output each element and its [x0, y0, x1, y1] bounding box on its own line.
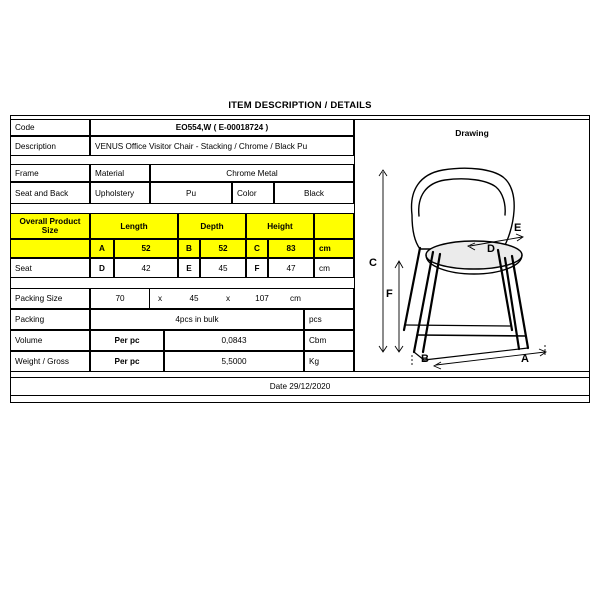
unit-packing-size: cm — [286, 288, 354, 309]
label-seat: Seat — [10, 258, 90, 278]
value-packing-height: 107 — [238, 288, 286, 309]
value-description: VENUS Office Visitor Chair - Stacking / Chrome / Black Pu — [90, 136, 354, 156]
value-color: Black — [274, 182, 354, 204]
value-packing-length: 70 — [90, 288, 150, 309]
value-weight: 5,5000 — [164, 351, 304, 372]
dim-label-b: B — [421, 353, 429, 365]
value-d: 42 — [114, 258, 178, 278]
label-code: Code — [10, 119, 90, 136]
unit-weight: Kg — [304, 351, 354, 372]
label-overall-size: Overall Product Size — [10, 213, 90, 239]
key-d: D — [90, 258, 114, 278]
label-color: Color — [232, 182, 274, 204]
label-packing-size: Packing Size — [10, 288, 90, 309]
header-height: Height — [246, 213, 314, 239]
unit-packing: pcs — [304, 309, 354, 330]
label-seat-and-back: Seat and Back — [10, 182, 90, 204]
label-packing: Packing — [10, 309, 90, 330]
dim-label-e: E — [514, 222, 522, 234]
value-e: 45 — [200, 258, 246, 278]
value-code: EO554,W ( E-00018724 ) — [90, 119, 354, 136]
packing-x2: x — [218, 288, 238, 309]
value-frame-material: Chrome Metal — [150, 164, 354, 182]
dim-label-a: A — [521, 353, 529, 365]
value-packing: 4pcs in bulk — [90, 309, 304, 330]
unit-volume: Cbm — [304, 330, 354, 351]
dim-label-d: D — [487, 243, 495, 255]
label-frame: Frame — [10, 164, 90, 182]
header-length: Length — [90, 213, 178, 239]
label-upholstery: Upholstery — [90, 182, 150, 204]
label-frame-material: Material — [90, 164, 150, 182]
key-a: A — [90, 239, 114, 258]
key-b: B — [178, 239, 200, 258]
value-packing-width: 45 — [170, 288, 218, 309]
label-description: Description — [10, 136, 90, 156]
value-volume: 0,0843 — [164, 330, 304, 351]
key-e: E — [178, 258, 200, 278]
unit-overall: cm — [314, 239, 354, 258]
dim-label-f: F — [386, 288, 393, 300]
drawing-header: Drawing — [455, 128, 489, 138]
value-upholstery: Pu — [150, 182, 232, 204]
label-volume: Volume — [10, 330, 90, 351]
dim-label-c: C — [369, 257, 377, 269]
unit-seat: cm — [314, 258, 354, 278]
date-row: Date 29/12/2020 — [10, 377, 590, 396]
packing-x1: x — [150, 288, 170, 309]
key-c: C — [246, 239, 268, 258]
value-c: 83 — [268, 239, 314, 258]
label-weight: Weight / Gross — [10, 351, 90, 372]
weight-per: Per pc — [90, 351, 164, 372]
value-b: 52 — [200, 239, 246, 258]
volume-per: Per pc — [90, 330, 164, 351]
value-a: 52 — [114, 239, 178, 258]
value-f: 47 — [268, 258, 314, 278]
key-f: F — [246, 258, 268, 278]
page-title: ITEM DESCRIPTION / DETAILS — [228, 100, 372, 111]
header-depth: Depth — [178, 213, 246, 239]
